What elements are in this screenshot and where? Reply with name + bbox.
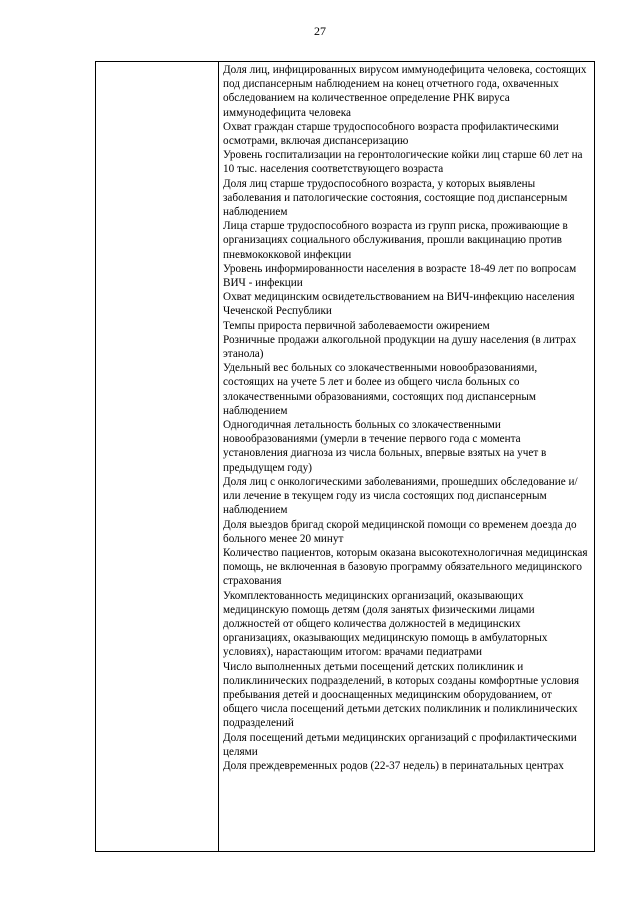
indicator-item: Доля лиц старше трудоспособного возраста, у которых выявлены заболевания и патологические состояния, состоящие под диспансерным наблюдением	[223, 177, 568, 219]
indicator-item: Уровень информированности населения в возрасте 18-49 лет по вопросам ВИЧ - инфекции	[223, 262, 577, 290]
indicator-item: Розничные продажи алкогольной продукции на душу населения (в литрах этанола)	[223, 333, 577, 361]
indicator-item: Охват граждан старше трудоспособного возраста профилактическими осмотрами, включая диспансеризацию	[223, 120, 559, 148]
indicator-item: Одногодичная летальность больных со злокачественными новообразованиями (умерли в течение первого года с момента установления диагноза из числа больных, впервые взятых на учет в предыдущем году)	[223, 419, 547, 474]
indicator-item: Лица старше трудоспособного возраста из групп риска, проживающие в организациях социального обслуживания, прошли вакцинацию против пневмококковой инфекции	[223, 220, 568, 261]
indicator-item: Количество пациентов, которым оказана высокотехнологичная медицинская помощь, не включенная в базовую программу обязательного медицинского страхования	[223, 546, 588, 588]
indicator-item: Укомплектованность медицинских организаций, оказывающих медицинскую помощь детям (доля занятых физическими лицами должностей от общего количества должностей в медицинских организациях, оказывающих медицинскую помощь в амбулаторных условиях), нарастающим итогом: врачами педиатрами	[223, 589, 548, 659]
indicator-item: Доля преждевременных родов (22-37 недель) в перинатальных центрах	[223, 759, 564, 772]
indicator-item: Удельный вес больных со злокачественными новообразованиями, состоящих на учете 5 лет и более из общего числа больных со злокачественными образованиями, состоящих под диспансерным наблюдением	[223, 362, 538, 417]
indicators-table	[95, 61, 595, 852]
indicators-column	[219, 62, 594, 851]
indicator-item: Доля лиц с онкологическими заболеваниями, прошедших обследование и/или лечение в текущем году из числа состоящих под диспансерным наблюдением	[223, 475, 578, 517]
indicator-item: Доля выездов бригад скорой медицинской помощи со временем доезда до больного менее 20 минут	[223, 518, 577, 545]
indicator-item: Охват медицинским освидетельствованием на ВИЧ-инфекцию населения Чеченской Республики	[223, 291, 575, 318]
page-number: 27	[314, 24, 326, 38]
indicator-item: Уровень госпитализации на геронтологические койки лиц старше 60 лет на 10 тыс. населения соответствующего возраста	[223, 149, 583, 176]
empty-left-column	[96, 62, 219, 851]
indicator-item: Число выполненных детьми посещений детских поликлиник и поликлинических подразделений, в которых созданы комфортные условия пребывания детей и дооснащенных медицинским оборудованием, от общего числа посещений детьми детских поликлиник и поликлинических подразделений	[223, 660, 580, 730]
indicator-item: Доля лиц, инфицированных вирусом иммунодефицита человека, состоящих под диспансерным наблюдением на конец отчетного года, охваченных обследованием на количественное определение РНК вируса иммунодефицита человека	[223, 64, 587, 119]
indicator-item: Темпы прироста первичной заболеваемости ожирением	[223, 319, 490, 332]
indicator-item: Доля посещений детьми медицинских организаций с профилактическими целями	[223, 731, 577, 758]
